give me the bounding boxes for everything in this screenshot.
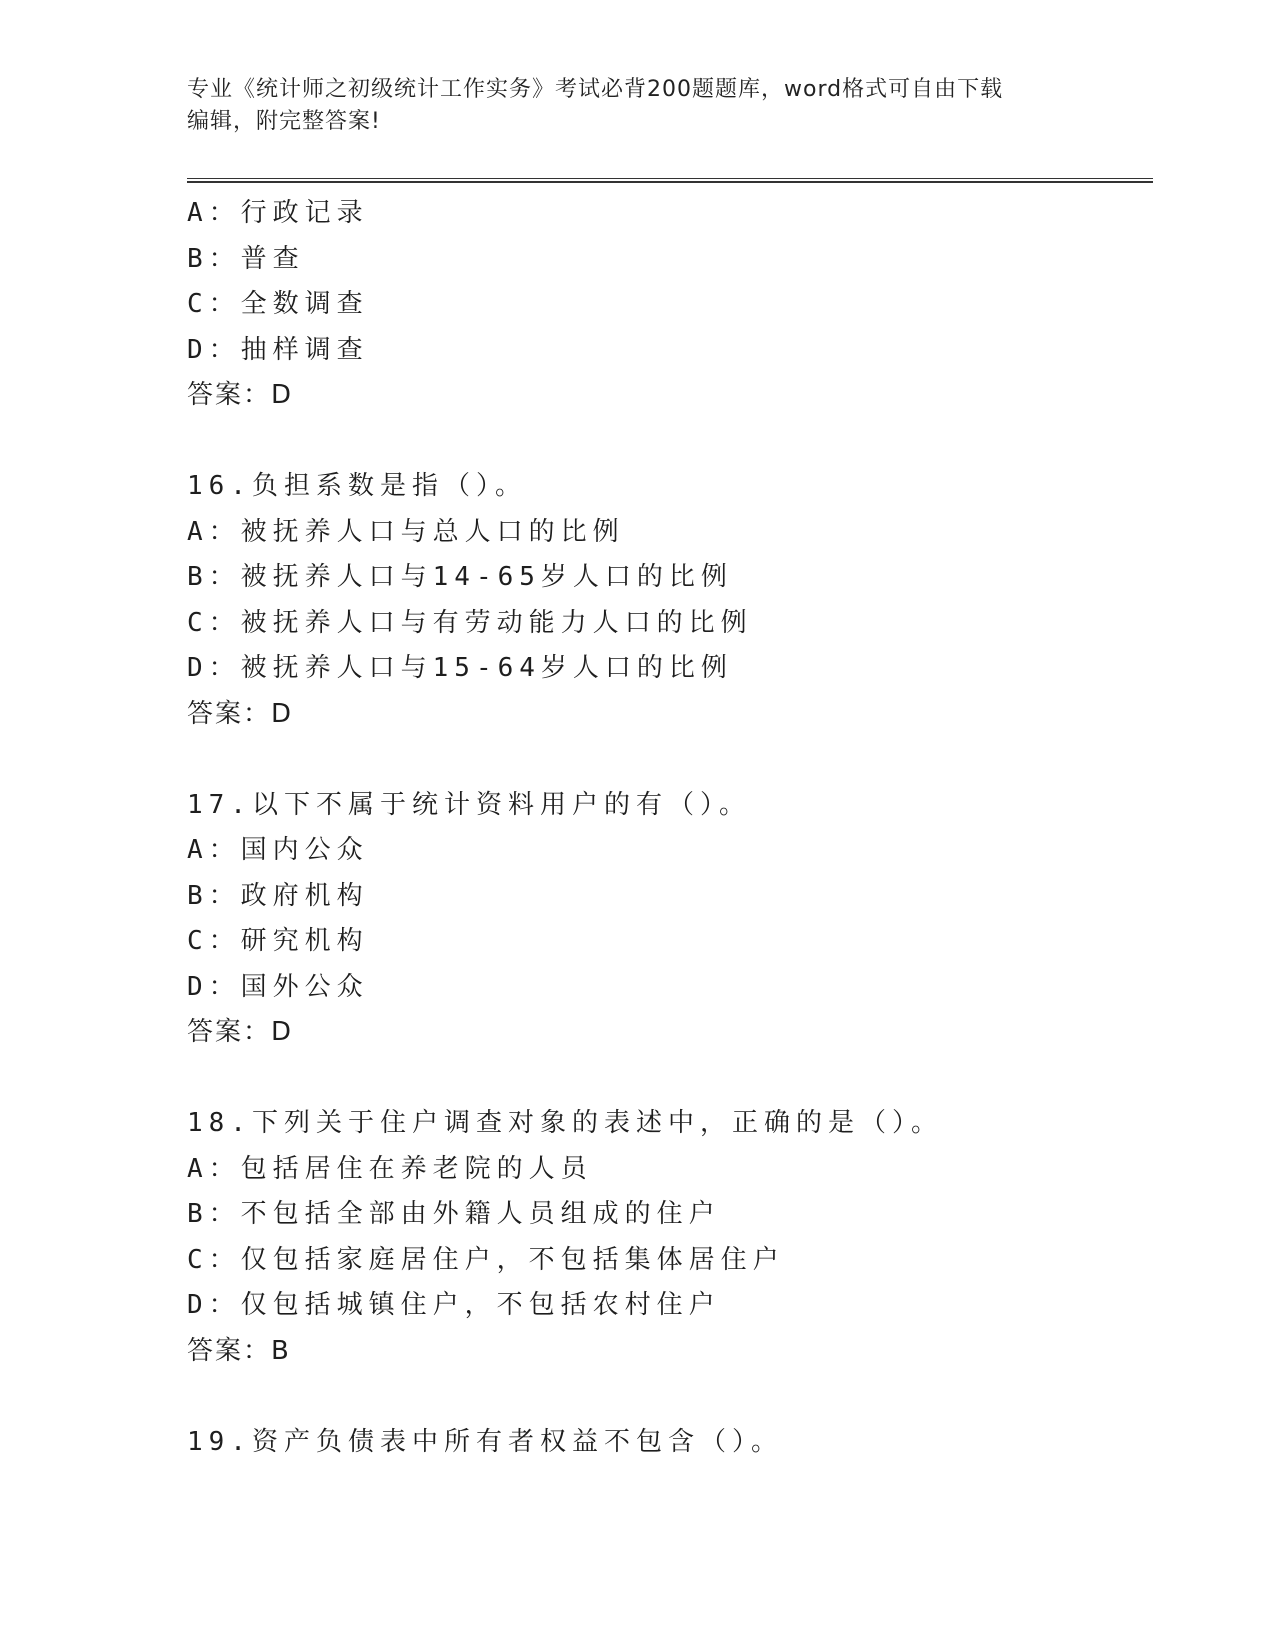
option-c: C：被抚养人口与有劳动能力人口的比例	[187, 607, 753, 638]
question-block-16	[187, 464, 1147, 737]
spacer	[187, 419, 1147, 465]
answer: 答案：D	[187, 698, 294, 729]
option-b: B：普查	[187, 243, 305, 274]
question-text: 19.资产负债表中所有者权益不包含（）。	[187, 1426, 783, 1457]
option-c: C：仅包括家庭居住户，不包括集体居住户	[187, 1244, 785, 1275]
header-line-2: 编辑，附完整答案!	[187, 109, 381, 134]
option-c: C：全数调查	[187, 289, 369, 319]
question-list	[187, 191, 1147, 1465]
spacer	[187, 1056, 1147, 1102]
answer: 答案：D	[187, 1017, 294, 1047]
option-b: B：不包括全部由外籍人员组成的住户	[187, 1199, 721, 1229]
option-d: D：被抚养人口与15-64岁人口的比例	[187, 653, 733, 683]
option-a: A：被抚养人口与总人口的比例	[187, 516, 625, 547]
option-b: B：被抚养人口与14-65岁人口的比例	[187, 562, 733, 592]
question-block-17	[187, 783, 1147, 1056]
question-block-19	[187, 1420, 1147, 1466]
option-c: C：研究机构	[187, 926, 369, 956]
document-header	[187, 74, 1087, 138]
question-text: 16.负担系数是指（）。	[187, 471, 527, 501]
answer: 答案：B	[187, 1335, 291, 1366]
question-block-15	[187, 191, 1147, 419]
question-block-18	[187, 1101, 1147, 1374]
option-d: D：抽样调查	[187, 334, 369, 365]
header-divider	[187, 178, 1153, 183]
spacer	[187, 737, 1147, 783]
option-a: A：行政记录	[187, 198, 369, 228]
option-d: D：仅包括城镇住户，不包括农村住户	[187, 1290, 721, 1320]
question-text: 17.以下不属于统计资料用户的有（）。	[187, 789, 751, 820]
answer: 答案：D	[187, 380, 294, 410]
option-a: A：国内公众	[187, 835, 369, 865]
question-text: 18.下列关于住户调查对象的表述中，正确的是（）。	[187, 1108, 943, 1138]
option-b: B：政府机构	[187, 880, 369, 911]
header-line-1: 专业《统计师之初级统计工作实务》考试必背200题题库，word格式可自由下载	[187, 77, 1004, 102]
option-d: D：国外公众	[187, 971, 369, 1002]
spacer	[187, 1374, 1147, 1420]
option-a: A：包括居住在养老院的人员	[187, 1153, 593, 1184]
